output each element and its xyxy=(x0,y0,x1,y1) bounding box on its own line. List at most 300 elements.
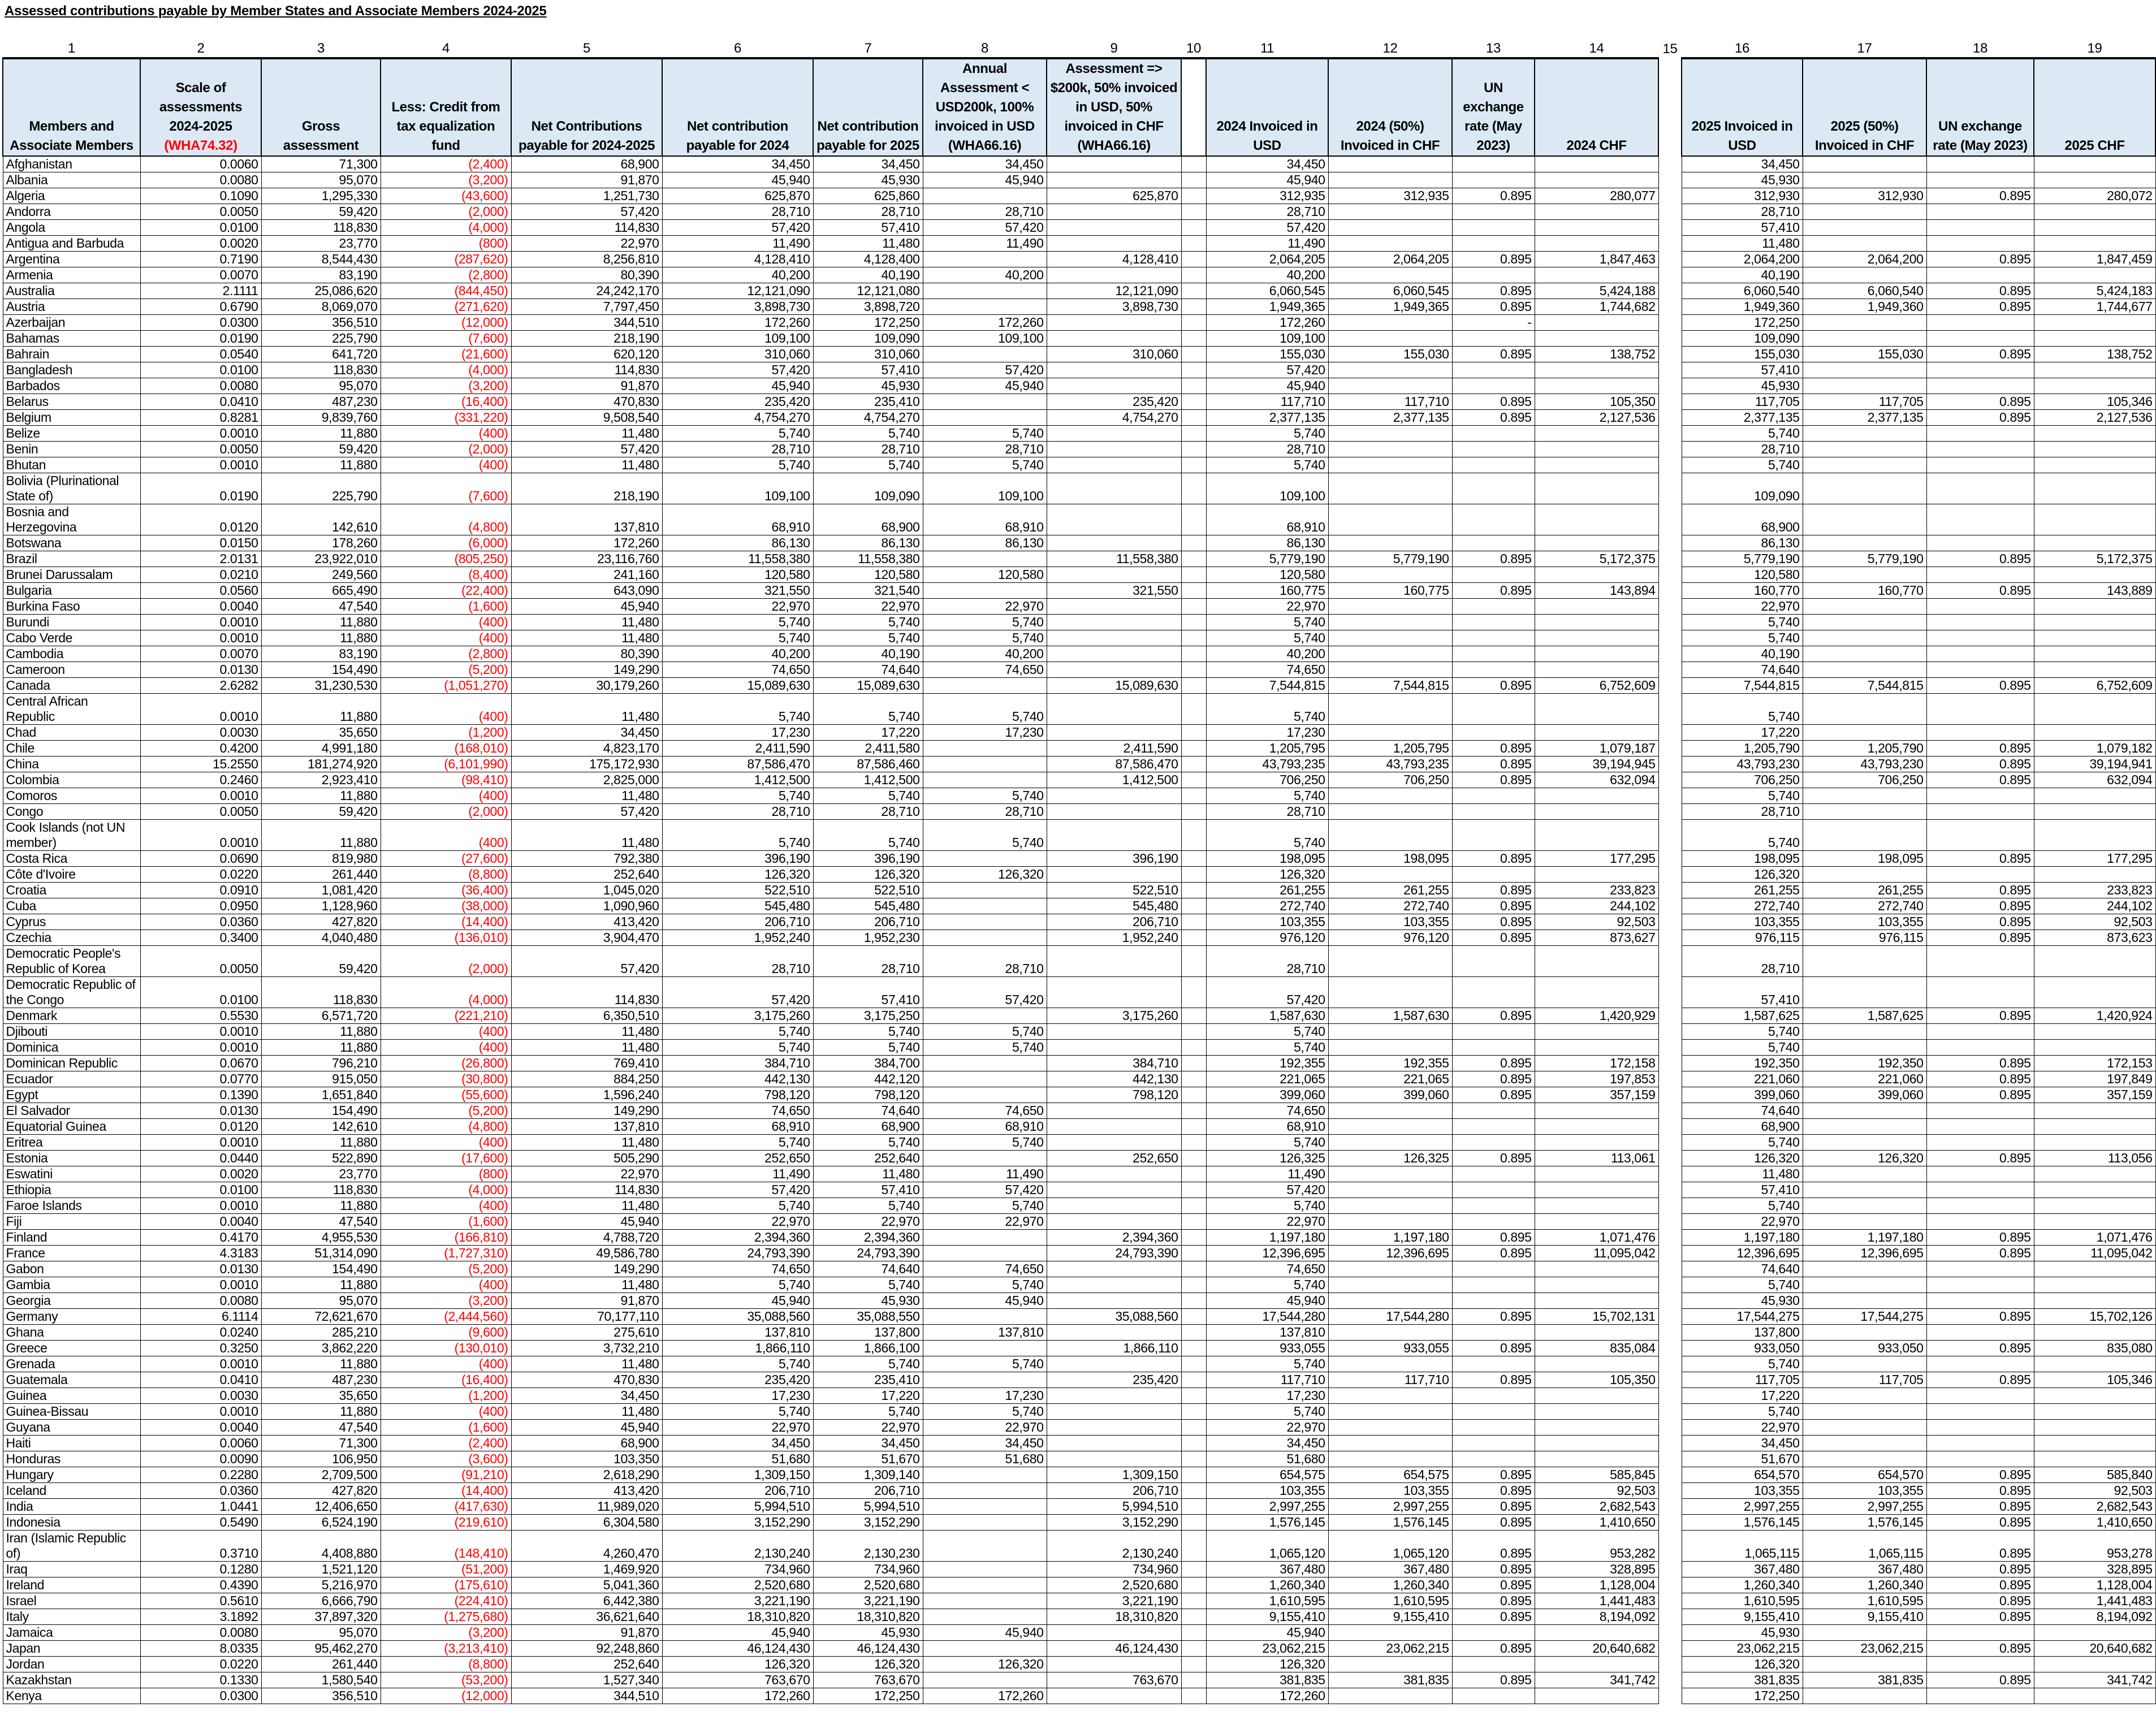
gap-cell xyxy=(1658,1309,1682,1325)
blank-cell xyxy=(1181,1024,1206,1040)
value-cell: 8,194,092 xyxy=(1535,1609,1658,1625)
gap-cell xyxy=(1658,1593,1682,1609)
value-cell: 87,586,470 xyxy=(662,757,813,772)
value-cell: 1,128,004 xyxy=(1535,1577,1658,1593)
value-cell: 0.0080 xyxy=(140,1625,261,1641)
value-cell xyxy=(2034,220,2155,236)
value-cell xyxy=(1452,236,1535,252)
value-cell: 28,710 xyxy=(1206,442,1328,457)
value-cell: 192,350 xyxy=(1682,1056,1803,1071)
table-row xyxy=(3,1087,2155,1103)
blank-cell xyxy=(1181,172,1206,188)
value-cell: 4,754,270 xyxy=(813,410,923,426)
member-name-cell: Cyprus xyxy=(3,914,140,930)
column-header xyxy=(923,58,1047,156)
gap-cell xyxy=(1658,315,1682,331)
value-cell: 235,410 xyxy=(813,1372,923,1388)
value-cell: 0.895 xyxy=(1452,1372,1535,1388)
table-row xyxy=(3,725,2155,741)
value-cell xyxy=(2034,694,2155,725)
gap-cell xyxy=(1658,204,1682,220)
value-cell: 17,544,275 xyxy=(1803,1309,1926,1325)
table-row xyxy=(3,1135,2155,1151)
value-cell: 12,396,695 xyxy=(1206,1246,1328,1261)
value-cell: 356,510 xyxy=(261,1688,381,1704)
value-cell: 74,640 xyxy=(1682,1261,1803,1277)
value-cell: (4,800) xyxy=(381,1119,511,1135)
value-cell: 2,127,536 xyxy=(2034,410,2155,426)
value-cell: 34,450 xyxy=(923,156,1047,172)
member-name-cell: Faroe Islands xyxy=(3,1198,140,1214)
value-cell: 91,870 xyxy=(511,1293,662,1309)
value-cell: 11,480 xyxy=(511,820,662,851)
value-cell: 6,060,540 xyxy=(1682,283,1803,299)
value-cell: 34,450 xyxy=(511,1388,662,1404)
value-cell: 68,900 xyxy=(511,156,662,172)
value-cell: 0.895 xyxy=(1926,1467,2034,1483)
value-cell: 40,200 xyxy=(1206,267,1328,283)
blank-cell xyxy=(1181,473,1206,504)
value-cell: 2.6282 xyxy=(140,678,261,694)
value-cell: 15,089,630 xyxy=(813,678,923,694)
value-cell: 11,558,380 xyxy=(813,551,923,567)
value-cell: 47,540 xyxy=(261,599,381,615)
value-cell: 11,480 xyxy=(511,1135,662,1151)
table-row xyxy=(3,1531,2155,1562)
value-cell xyxy=(1452,646,1535,662)
value-cell xyxy=(1535,1166,1658,1182)
value-cell xyxy=(1328,1436,1452,1451)
value-cell: 137,810 xyxy=(662,1325,813,1341)
value-cell: 792,380 xyxy=(511,851,662,867)
value-cell: 22,970 xyxy=(1682,1420,1803,1436)
value-cell xyxy=(1803,315,1926,331)
value-cell: (5,200) xyxy=(381,1103,511,1119)
value-cell: 109,100 xyxy=(1206,473,1328,504)
value-cell: 11,480 xyxy=(511,694,662,725)
value-cell xyxy=(2034,567,2155,583)
value-cell: 9,508,540 xyxy=(511,410,662,426)
value-cell: 172,260 xyxy=(1206,1688,1328,1704)
value-cell: 0.895 xyxy=(1926,1483,2034,1499)
gap-cell xyxy=(1658,1230,1682,1246)
value-cell xyxy=(1535,204,1658,220)
member-name-cell: Iran (Islamic Republic of) xyxy=(3,1531,140,1562)
value-cell: 312,930 xyxy=(1682,188,1803,204)
value-cell xyxy=(1926,267,2034,283)
value-cell xyxy=(1047,1388,1181,1404)
table-row xyxy=(3,1166,2155,1182)
value-cell: 272,740 xyxy=(1328,898,1452,914)
value-cell: 0.895 xyxy=(1452,1609,1535,1625)
value-cell: (6,101,990) xyxy=(381,757,511,772)
value-cell: 835,080 xyxy=(2034,1341,2155,1356)
value-cell: 74,650 xyxy=(662,1261,813,1277)
value-cell: 197,849 xyxy=(2034,1071,2155,1087)
value-cell xyxy=(1047,315,1181,331)
value-cell: 59,420 xyxy=(261,442,381,457)
value-cell: 8,194,092 xyxy=(2034,1609,2155,1625)
value-cell: 5,779,190 xyxy=(1206,551,1328,567)
value-cell xyxy=(1452,204,1535,220)
value-cell: 0.895 xyxy=(1452,1056,1535,1071)
value-cell xyxy=(1535,615,1658,630)
table-row xyxy=(3,1436,2155,1451)
value-cell xyxy=(1047,1166,1181,1182)
value-cell: 5,740 xyxy=(923,1277,1047,1293)
table-row xyxy=(3,299,2155,315)
value-cell xyxy=(1803,1103,1926,1119)
value-cell: 0.0070 xyxy=(140,267,261,283)
value-cell xyxy=(1535,630,1658,646)
value-cell: 22,970 xyxy=(662,1214,813,1230)
value-cell: 5,740 xyxy=(1682,1135,1803,1151)
value-cell: (8,400) xyxy=(381,567,511,583)
member-name-cell: El Salvador xyxy=(3,1103,140,1119)
value-cell: 0.895 xyxy=(1926,1087,2034,1103)
value-cell xyxy=(1452,1420,1535,1436)
value-cell: 68,910 xyxy=(662,1119,813,1135)
value-cell: 2,394,360 xyxy=(662,1230,813,1246)
value-cell: 2,520,680 xyxy=(1047,1577,1181,1593)
value-cell: 57,420 xyxy=(662,977,813,1008)
value-cell: 1,260,340 xyxy=(1206,1577,1328,1593)
value-cell: 1,412,500 xyxy=(813,772,923,788)
gap-cell xyxy=(1658,1372,1682,1388)
value-cell xyxy=(1803,1688,1926,1704)
table-row xyxy=(3,1261,2155,1277)
value-cell: 15,702,131 xyxy=(1535,1309,1658,1325)
value-cell: 11,880 xyxy=(261,457,381,473)
gap-cell xyxy=(1658,977,1682,1008)
value-cell: 310,060 xyxy=(1047,347,1181,362)
blank-cell xyxy=(1181,1040,1206,1056)
table-row xyxy=(3,1277,2155,1293)
blank-cell xyxy=(1181,1182,1206,1198)
value-cell: 2,064,200 xyxy=(1682,252,1803,267)
value-cell xyxy=(1535,1214,1658,1230)
member-name-cell: Benin xyxy=(3,442,140,457)
blank-cell xyxy=(1181,599,1206,615)
value-cell: 28,710 xyxy=(1682,804,1803,820)
value-cell xyxy=(1535,220,1658,236)
blank-cell xyxy=(1181,662,1206,678)
value-cell: 72,621,670 xyxy=(261,1309,381,1325)
value-cell: 172,250 xyxy=(813,315,923,331)
value-cell: (55,600) xyxy=(381,1087,511,1103)
value-cell: 11,480 xyxy=(1682,236,1803,252)
value-cell: 40,200 xyxy=(662,267,813,283)
value-cell: 49,586,780 xyxy=(511,1246,662,1261)
value-cell: (166,810) xyxy=(381,1230,511,1246)
value-cell: 45,930 xyxy=(813,172,923,188)
blank-cell xyxy=(1181,741,1206,757)
value-cell: 143,889 xyxy=(2034,583,2155,599)
gap-cell xyxy=(1658,551,1682,567)
value-cell xyxy=(1047,1325,1181,1341)
value-cell: 6,666,790 xyxy=(261,1593,381,1609)
value-cell: 154,490 xyxy=(261,1261,381,1277)
value-cell: (2,444,560) xyxy=(381,1309,511,1325)
table-row xyxy=(3,1182,2155,1198)
table-row xyxy=(3,188,2155,204)
value-cell xyxy=(1452,1404,1535,1420)
value-cell: 28,710 xyxy=(1206,946,1328,977)
value-cell: 6,060,545 xyxy=(1328,283,1452,299)
value-cell xyxy=(1452,156,1535,172)
value-cell: (400) xyxy=(381,1356,511,1372)
value-cell: 0.895 xyxy=(1926,1372,2034,1388)
value-cell: (805,250) xyxy=(381,551,511,567)
blank-cell xyxy=(1181,410,1206,426)
value-cell xyxy=(1535,1688,1658,1704)
value-cell xyxy=(2034,1119,2155,1135)
value-cell: 0.895 xyxy=(1452,1641,1535,1657)
value-cell xyxy=(1926,867,2034,883)
member-name-cell: Australia xyxy=(3,283,140,299)
value-cell: 272,740 xyxy=(1803,898,1926,914)
value-cell: 6,442,380 xyxy=(511,1593,662,1609)
member-name-cell: France xyxy=(3,1246,140,1261)
column-header xyxy=(1803,58,1926,156)
value-cell: 321,540 xyxy=(813,583,923,599)
value-cell: 4,991,180 xyxy=(261,741,381,757)
value-cell: 0.895 xyxy=(1926,883,2034,898)
value-cell xyxy=(1803,1436,1926,1451)
value-cell xyxy=(1047,1040,1181,1056)
value-cell xyxy=(1926,1214,2034,1230)
value-cell xyxy=(1328,1024,1452,1040)
value-cell xyxy=(2034,442,2155,457)
value-cell: 0.895 xyxy=(1452,1672,1535,1688)
value-cell xyxy=(1535,694,1658,725)
gap-cell xyxy=(1658,220,1682,236)
gap-cell xyxy=(1658,188,1682,204)
gap-cell xyxy=(1658,1103,1682,1119)
value-cell: 5,740 xyxy=(923,615,1047,630)
value-cell xyxy=(2034,504,2155,535)
value-cell: 74,650 xyxy=(1206,1261,1328,1277)
value-cell: 17,220 xyxy=(813,725,923,741)
value-cell: 23,062,215 xyxy=(1682,1641,1803,1657)
value-cell xyxy=(923,851,1047,867)
value-cell xyxy=(1047,615,1181,630)
value-cell: 149,290 xyxy=(511,1261,662,1277)
value-cell: 2,127,536 xyxy=(1535,410,1658,426)
column-header-label: Net Contributions payable for 2024-2025 xyxy=(518,119,655,153)
value-cell xyxy=(1926,1420,2034,1436)
value-cell: 126,320 xyxy=(662,1657,813,1672)
value-cell xyxy=(923,1609,1047,1625)
value-cell xyxy=(1328,646,1452,662)
value-cell xyxy=(1803,630,1926,646)
value-cell: 0.0220 xyxy=(140,867,261,883)
value-cell: (221,210) xyxy=(381,1008,511,1024)
table-row xyxy=(3,630,2155,646)
value-cell: 59,420 xyxy=(261,204,381,220)
member-name-cell: Italy xyxy=(3,1609,140,1625)
value-cell: 143,894 xyxy=(1535,583,1658,599)
table-row xyxy=(3,914,2155,930)
value-cell: 5,740 xyxy=(923,426,1047,442)
value-cell xyxy=(1926,1657,2034,1672)
value-cell xyxy=(1926,599,2034,615)
value-cell: (400) xyxy=(381,1040,511,1056)
value-cell xyxy=(1803,378,1926,394)
value-cell: 396,190 xyxy=(1047,851,1181,867)
value-cell xyxy=(1535,867,1658,883)
column-number: 9 xyxy=(1110,41,1118,56)
value-cell: (844,450) xyxy=(381,283,511,299)
value-cell xyxy=(2034,1024,2155,1040)
member-name-cell: Israel xyxy=(3,1593,140,1609)
value-cell: 0.0050 xyxy=(140,804,261,820)
value-cell: 87,586,460 xyxy=(813,757,923,772)
table-row xyxy=(3,1577,2155,1593)
value-cell: 31,230,530 xyxy=(261,678,381,694)
value-cell xyxy=(1803,1388,1926,1404)
value-cell: 5,740 xyxy=(1206,820,1328,851)
value-cell: 0.0220 xyxy=(140,1657,261,1672)
table-row xyxy=(3,741,2155,757)
value-cell xyxy=(1803,599,1926,615)
value-cell: 2,377,135 xyxy=(1328,410,1452,426)
column-number: 5 xyxy=(583,41,590,56)
value-cell xyxy=(1535,1119,1658,1135)
value-cell xyxy=(1803,646,1926,662)
value-cell xyxy=(1328,867,1452,883)
value-cell xyxy=(1452,504,1535,535)
value-cell xyxy=(1926,236,2034,252)
value-cell: (331,220) xyxy=(381,410,511,426)
value-cell xyxy=(1047,694,1181,725)
column-header xyxy=(140,58,261,156)
blank-cell xyxy=(1181,1672,1206,1688)
value-cell: 427,820 xyxy=(261,1483,381,1499)
value-cell: 8.0335 xyxy=(140,1641,261,1657)
member-name-cell: Algeria xyxy=(3,188,140,204)
value-cell: 384,700 xyxy=(813,1056,923,1071)
value-cell: 0.0360 xyxy=(140,914,261,930)
value-cell: 654,570 xyxy=(1803,1467,1926,1483)
blank-cell xyxy=(1181,646,1206,662)
value-cell xyxy=(1926,220,2034,236)
member-name-cell: Guatemala xyxy=(3,1372,140,1388)
value-cell: 39,194,945 xyxy=(1535,757,1658,772)
value-cell: 45,930 xyxy=(813,1293,923,1309)
gap-cell xyxy=(1658,646,1682,662)
blank-cell xyxy=(1181,883,1206,898)
value-cell: 0.895 xyxy=(1452,757,1535,772)
value-cell: 120,580 xyxy=(923,567,1047,583)
value-cell: 43,793,230 xyxy=(1682,757,1803,772)
member-name-cell: Belize xyxy=(3,426,140,442)
value-cell xyxy=(1535,646,1658,662)
value-cell: 0.6790 xyxy=(140,299,261,315)
column-header-label: 2025 CHF xyxy=(2064,138,2125,153)
value-cell: 11,880 xyxy=(261,1356,381,1372)
value-cell: (136,010) xyxy=(381,930,511,946)
value-cell: 2,394,360 xyxy=(1047,1230,1181,1246)
value-cell: 1,587,625 xyxy=(1682,1008,1803,1024)
value-cell xyxy=(1803,1198,1926,1214)
value-cell: 40,190 xyxy=(813,646,923,662)
value-cell xyxy=(1452,615,1535,630)
value-cell: 5,740 xyxy=(662,1135,813,1151)
value-cell: 142,610 xyxy=(261,1119,381,1135)
value-cell: 0.0910 xyxy=(140,883,261,898)
value-cell xyxy=(1328,1388,1452,1404)
value-cell: 57,420 xyxy=(1206,362,1328,378)
value-cell xyxy=(1803,977,1926,1008)
value-cell: 0.0440 xyxy=(140,1151,261,1166)
value-cell: 120,580 xyxy=(662,567,813,583)
value-cell: (400) xyxy=(381,630,511,646)
value-cell xyxy=(1926,646,2034,662)
value-cell xyxy=(1535,662,1658,678)
value-cell: 11,880 xyxy=(261,1277,381,1293)
column-header xyxy=(1328,58,1452,156)
value-cell: 28,710 xyxy=(923,804,1047,820)
value-cell: 24,793,390 xyxy=(662,1246,813,1261)
value-cell: 45,930 xyxy=(1682,172,1803,188)
value-cell: 0.0560 xyxy=(140,583,261,599)
value-cell: (2,400) xyxy=(381,156,511,172)
column-header-label: Assessment => $200k, 50% invoiced in USD, 50% invoiced in CHF (WHA66.16) xyxy=(1050,61,1178,153)
value-cell: 5,740 xyxy=(1682,630,1803,646)
value-cell xyxy=(1926,567,2034,583)
value-cell xyxy=(1803,204,1926,220)
value-cell: 105,350 xyxy=(1535,394,1658,410)
value-cell: (4,000) xyxy=(381,1182,511,1198)
gap-cell xyxy=(1658,1420,1682,1436)
value-cell: 5,994,510 xyxy=(813,1499,923,1515)
value-cell: 235,420 xyxy=(662,1372,813,1388)
value-cell: 74,650 xyxy=(923,1261,1047,1277)
value-cell: 381,835 xyxy=(1206,1672,1328,1688)
value-cell: 126,320 xyxy=(1803,1151,1926,1166)
value-cell xyxy=(1047,630,1181,646)
value-cell: 0.3710 xyxy=(140,1531,261,1562)
value-cell: (1,275,680) xyxy=(381,1609,511,1625)
value-cell: 142,610 xyxy=(261,504,381,535)
value-cell: 654,570 xyxy=(1682,1467,1803,1483)
value-cell xyxy=(1535,1277,1658,1293)
table-row xyxy=(3,1641,2155,1657)
blank-cell xyxy=(1181,283,1206,299)
value-cell: 3,175,260 xyxy=(662,1008,813,1024)
value-cell xyxy=(1535,1040,1658,1056)
value-cell: 249,560 xyxy=(261,567,381,583)
value-cell: 5,740 xyxy=(1682,1404,1803,1420)
member-name-cell: Argentina xyxy=(3,252,140,267)
value-cell: 68,900 xyxy=(813,1119,923,1135)
value-cell: 1,576,145 xyxy=(1206,1515,1328,1531)
value-cell: 0.0050 xyxy=(140,946,261,977)
value-cell: 0.0030 xyxy=(140,1388,261,1404)
value-cell: 0.0100 xyxy=(140,977,261,1008)
value-cell xyxy=(1803,426,1926,442)
value-cell: 0.895 xyxy=(1452,283,1535,299)
value-cell: 381,835 xyxy=(1328,1672,1452,1688)
value-cell xyxy=(1926,331,2034,347)
value-cell: 28,710 xyxy=(813,204,923,220)
gap-cell xyxy=(1658,1483,1682,1499)
value-cell: 5,740 xyxy=(923,694,1047,725)
value-cell: 12,396,695 xyxy=(1682,1246,1803,1261)
value-cell: 5,740 xyxy=(1206,457,1328,473)
value-cell: (4,000) xyxy=(381,362,511,378)
